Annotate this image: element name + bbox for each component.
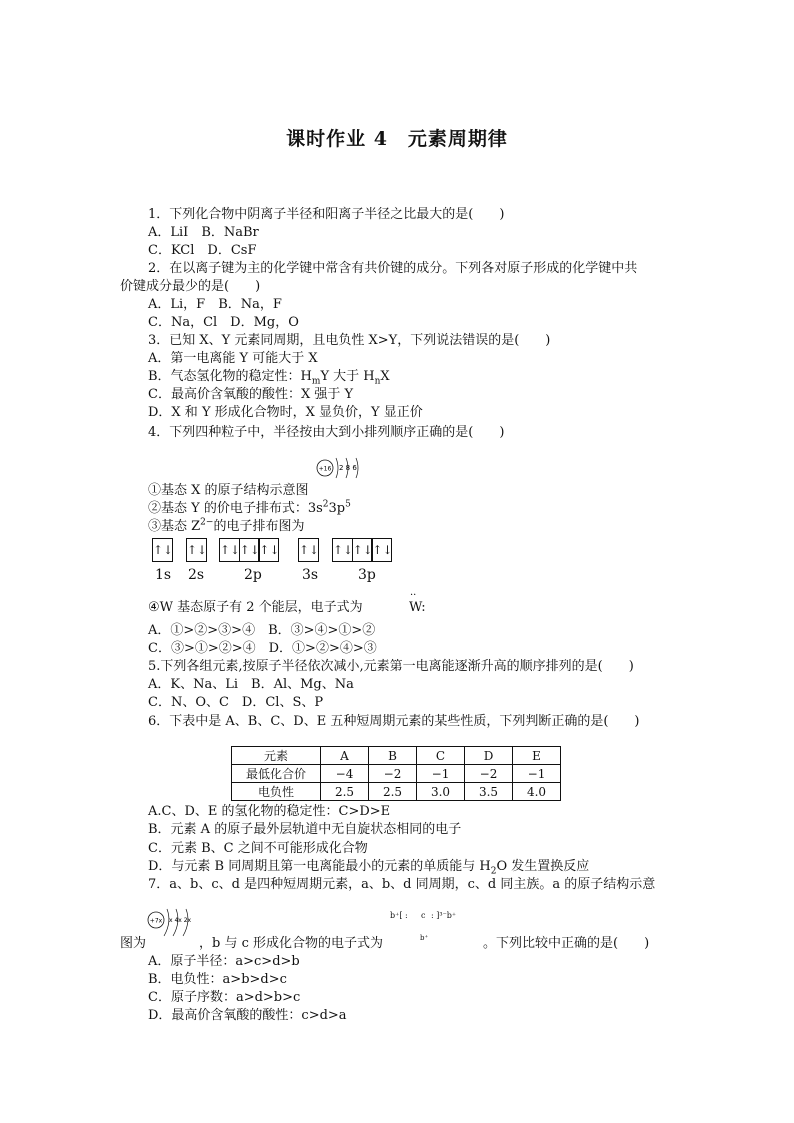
orbital-label-2s: 2s xyxy=(188,567,205,583)
page-title: 课时作业 4 元素周期律 xyxy=(286,128,508,150)
q6-option-d: D．与元素 B 同周期且第一电离能最小的元素的单质能与 $H_2O$ 发生置换反应 xyxy=(148,859,590,877)
atom-structure-diagram-a xyxy=(144,904,204,940)
q7-line2-start: 图为 xyxy=(120,936,147,951)
table-cell: −2 xyxy=(369,765,417,783)
table-cell: −1 xyxy=(417,765,465,783)
orbital-box-2s xyxy=(186,538,206,562)
w-electron-dots: ·· xyxy=(410,590,417,601)
orbital-electron-pair: ↑↓ xyxy=(219,538,240,562)
table-cell: B xyxy=(369,747,417,765)
formula-left: b⁺[ : xyxy=(390,911,408,920)
orbital-box-2p xyxy=(219,538,278,562)
table-header-row xyxy=(232,747,561,765)
q3-option-c: C．最高价含氧酸的酸性：X 强于 Y xyxy=(148,387,354,402)
orbital-electron-pair: ↑↓ xyxy=(152,538,173,562)
q4-item-3: ③基态 $Z^{2-}$的电子排布图为 xyxy=(148,517,305,534)
table-cell: 元素 xyxy=(232,747,321,765)
q3-stem: 3．已知 X、Y 元素同周期，且电负性 X>Y，下列说法错误的是( ) xyxy=(148,333,551,348)
q4-options-cd: C．③>①>②>④ D．①>②>④>③ xyxy=(148,641,377,656)
q7-stem: 7．a、b、c、d 是四种短周期元素，a、b、d 同周期，c、d 同主族。a 的原子结构示意 xyxy=(148,877,656,892)
orbital-box-1s xyxy=(152,538,172,562)
q7-option-c: C．原子序数：a>d>b>c xyxy=(148,990,301,1005)
orbital-box-3p xyxy=(332,538,391,562)
table-cell: 2.5 xyxy=(369,783,417,801)
table-cell: −1 xyxy=(513,765,561,783)
orbital-electron-pair: ↑↓ xyxy=(239,538,260,562)
q7-line2-end: 。下列比较中正确的是( ) xyxy=(483,936,650,951)
q6-option-b: B．元素 A 的原子最外层轨道中无自旋状态相同的电子 xyxy=(148,822,462,837)
table-cell: 3.5 xyxy=(465,783,513,801)
q6-option-a: A.C、D、E 的氢化物的稳定性：C>D>E xyxy=(148,804,391,819)
q4-item-4: ④W 基态原子有 2 个能层，电子式为 xyxy=(148,600,363,615)
table-cell: 4.0 xyxy=(513,783,561,801)
q7-line2-middle: ，b 与 c 形成化合物的电子式为 xyxy=(199,936,383,951)
orbital-electron-pair: ↑↓ xyxy=(371,538,392,562)
orbital-label-3p: 3p xyxy=(358,567,376,583)
table-cell: C xyxy=(417,747,465,765)
q2-options-cd: C．Na，Cl D．Mg，O xyxy=(148,315,299,330)
table-cell: −2 xyxy=(465,765,513,783)
orbital-electron-pair: ↑↓ xyxy=(332,538,353,562)
table-cell: −4 xyxy=(321,765,369,783)
q1-options-ab: A．LiI B．NaBr xyxy=(148,225,259,240)
table-cell: 3.0 xyxy=(417,783,465,801)
q4-item-1: ①基态 X 的原子结构示意图 xyxy=(148,483,309,498)
q1-options-cd: C．KCl D．CsF xyxy=(148,243,257,258)
q3-option-a: A．第一电离能 Y 可能大于 X xyxy=(148,351,318,366)
orbital-electron-pair: ↑↓ xyxy=(352,538,373,562)
table-cell: 2.5 xyxy=(321,783,369,801)
q6-option-c: C．元素 B、C 之间不可能形成化合物 xyxy=(148,841,368,856)
q1-stem: 1．下列化合物中阴离子半径和阳离子半径之比最大的是( ) xyxy=(148,207,505,222)
q7-option-b: B．电负性：a>b>d>c xyxy=(148,972,287,987)
atom-x-shells: 2 8 6 xyxy=(339,464,357,472)
q5-options-ab: A．K、Na、Li B．Al、Mg、Na xyxy=(148,677,354,692)
q7-option-a: A．原子半径：a>c>d>b xyxy=(148,954,300,969)
w-electron-formula: W: xyxy=(409,600,426,615)
table-cell: 电负性 xyxy=(232,783,321,801)
table-row xyxy=(232,783,561,801)
q2-stem-line1: 2．在以离子键为主的化学键中常含有共价键的成分。下列各对原子形成的化学键中共 xyxy=(148,261,638,276)
table-cell: D xyxy=(465,747,513,765)
table-cell: A xyxy=(321,747,369,765)
formula-bottom: b⁺ xyxy=(420,934,429,942)
orbital-electron-pair: ↑↓ xyxy=(258,538,279,562)
q3-option-b: B．气态氢化物的稳定性：$H_mY$ 大于 $H_nX$ xyxy=(148,369,390,387)
q5-options-cd: C．N、O、C D．Cl、S、P xyxy=(148,695,324,710)
orbital-box-3s xyxy=(298,538,318,562)
orbital-label-3s: 3s xyxy=(302,567,319,583)
table-row xyxy=(232,765,561,783)
orbital-electron-pair: ↑↓ xyxy=(298,538,319,562)
atom-a-shells: x 4x 2x xyxy=(169,917,192,924)
q4-item-2: ②基态 Y 的价电子排布式：$3s^23p^5$ xyxy=(148,499,351,516)
q4-options-ab: A．①>②>③>④ B．③>④>①>② xyxy=(148,623,376,638)
q2-stem-line2: 价键成分最少的是( ) xyxy=(120,279,261,294)
orbital-label-1s: 1s xyxy=(155,567,172,583)
table-cell: E xyxy=(513,747,561,765)
q4-stem: 4．下列四种粒子中，半径按由大到小排列顺序正确的是( ) xyxy=(148,425,505,440)
atom-structure-diagram-x xyxy=(314,452,374,484)
q6-stem: 6．下表中是 A、B、C、D、E 五种短周期元素的某些性质，下列判断正确的是( ) xyxy=(148,714,640,729)
element-properties-table xyxy=(231,746,561,801)
atom-a-nucleus: +7x xyxy=(149,917,163,925)
q7-option-d: D．最高价含氧酸的酸性：c>d>a xyxy=(148,1008,347,1023)
q2-options-ab: A．Li，F B．Na，F xyxy=(148,297,282,312)
formula-right: : ]³⁻b⁺ xyxy=(431,911,457,920)
atom-x-nucleus: +16 xyxy=(318,465,332,473)
table-cell: 最低化合价 xyxy=(232,765,321,783)
q5-stem: 5.下列各组元素,按原子半径依次减小,元素第一电离能逐渐升高的顺序排列的是( ) xyxy=(148,659,634,674)
q3-option-d: D．X 和 Y 形成化合物时，X 显负价，Y 显正价 xyxy=(148,405,423,420)
orbital-electron-pair: ↑↓ xyxy=(186,538,207,562)
orbital-label-2p: 2p xyxy=(244,567,262,583)
formula-center: c xyxy=(421,911,426,920)
